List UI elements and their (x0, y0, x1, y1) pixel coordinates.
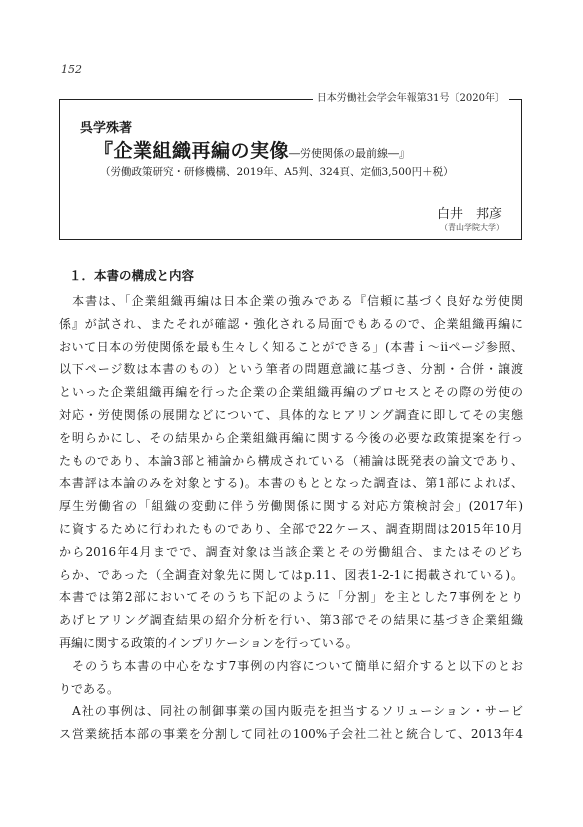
book-publication-info: （労働政策研究・研修機構、2019年、A5判、324頁、定価3,500円＋税） (100, 166, 454, 178)
body-line: 本書は、「企業組織再編は日本企業の強みである『信頼に基づく良好な労使関 (59, 294, 523, 308)
reviewer-affiliation: （青山学院大学） (440, 223, 504, 232)
book-review-header-box (59, 93, 522, 240)
body-line: おいて日本の労使関係を最も生々しく知ることができる」(本書ｉ～ⅱページ参照、 (59, 339, 523, 354)
body-line: あげヒアリング調査結果の紹介分析を行い、第3部でその結果に基づき企業組織 (59, 613, 523, 628)
body-line: 対応・労使関係の展開などについて、具体的なヒアリング調査に即してその実態 (59, 407, 523, 422)
body-line: から2016年4月までで、調査対象は当該企業とその労働組合、またはそのどち (59, 544, 523, 559)
body-line: たものであり、本論3部と補論から構成されている（補論は既発表の論文であり、 (59, 453, 523, 468)
body-line: 以下ページ数は本書のもの）という筆者の問題意識に基づき、分割・合併・譲渡 (59, 362, 523, 377)
section-heading: １．本書の構成と内容 (69, 268, 195, 283)
body-line: A社の事例は、同社の制御事業の国内販売を担当するソリューション・サービ (59, 704, 523, 719)
book-subtitle: ―労使関係の最前線―』 (289, 147, 411, 160)
page-number: 152 (61, 63, 82, 76)
body-line: 本書評は本論のみを対象とする)。本書のもととなった調査は、第1部によれば、 (59, 476, 523, 491)
body-line: を明らかにし、その結果から企業組織再編に関する今後の必要な政策提案を行っ (59, 430, 523, 445)
body-line: 本書では第2部においてそのうち下記のように「分割」を主とした7事例をとり (59, 590, 523, 605)
body-line: 係』が試され、またそれが確認・強化される局面でもあるので、企業組織再編に (59, 316, 523, 331)
reviewer-name: 白井 邦彦 (436, 207, 502, 222)
body-line: らか、であった（全調査対象先に関してはp.11、図表1-2-1に掲載されている)。 (59, 567, 523, 582)
body-line: に資するために行われたものであり、全部で22ケース、調査期間は2015年10月 (59, 521, 523, 536)
body-line: といった企業組織再編を行った企業の企業組織再編のプロセスとその際の労使の (59, 385, 523, 400)
body-line: ス営業統括本部の事業を分割して同社の100%子会社二社と統合して、2013年4 (59, 727, 523, 742)
body-line: りである。 (59, 681, 120, 696)
journal-citation: 日本労働社会学会年報第31号〔2020年〕 (313, 92, 509, 106)
body-text (59, 290, 523, 746)
body-line: 厚生労働省の「組織の変動に伴う労働関係に関する対応方策検討会」(2017年) (59, 499, 523, 514)
book-author: 呉学殊著 (80, 121, 133, 136)
body-line: そのうち本書の中心をなす7事例の内容について簡単に紹介すると以下のとお (59, 658, 523, 673)
book-title-line (94, 136, 410, 163)
book-title: 『企業組織再編の実像 (94, 140, 290, 162)
body-line: 再編に関する政策的インプリケーションを行っている。 (59, 635, 358, 650)
